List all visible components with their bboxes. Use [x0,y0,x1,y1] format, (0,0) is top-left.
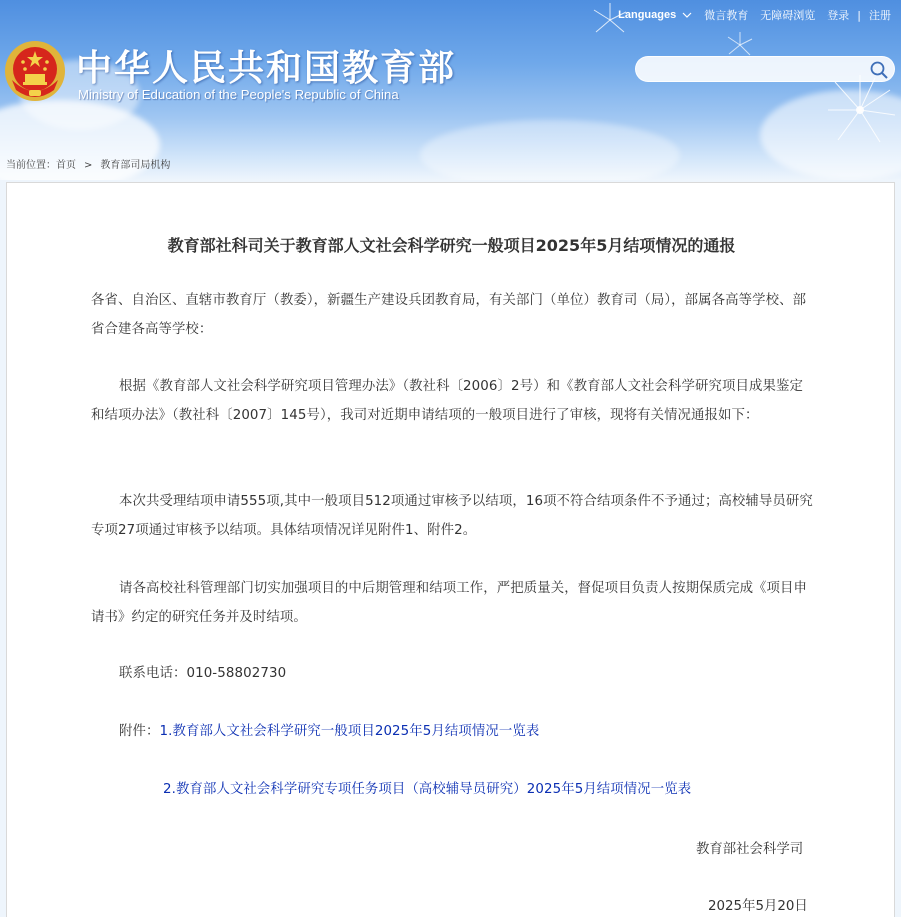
article-title: 教育部社科司关于教育部人文社会科学研究一般项目2025年5月结项情况的通报 [167,236,736,255]
breadcrumb-label: 当前位置： [6,160,56,171]
article-paragraph-3: 请各高校社科管理部门切实加强项目的中后期管理和结项工作，严把质量关，督促项目负责人按期保质完成《项目申请书》约定的研究任务并及时结项。 [91,581,808,625]
nav-separator: | [857,8,861,22]
article-panel [6,182,895,917]
site-title[interactable]: 中华人民共和国教育部 [76,48,457,89]
login-link[interactable]: 登录 [827,9,850,22]
dandelion-decoration [820,70,900,150]
cloud-decoration [420,120,680,180]
register-link[interactable]: 注册 [869,9,891,22]
site-subtitle: Ministry of Education of the People's Republic of China [78,87,399,102]
issuer: 教育部社会科学司 [696,842,804,857]
national-emblem-icon[interactable] [4,40,66,102]
breadcrumb-separator: > [84,160,93,171]
accessible-browsing-link[interactable]: 无障碍浏览 [760,9,816,22]
attachment-link-1[interactable]: 1.教育部人文社会科学研究一般项目2025年5月结项情况一览表 [159,724,540,739]
article-paragraph-1: 根据《教育部人文社会科学研究项目管理办法》（教社科〔2006〕2号）和《教育部人文社会科学研究项目成果鉴定和结项办法》（教社科〔2007〕145号），我司对近期申请结项的一般项目进行了审核，现将有关情况通报如下： [91,379,803,423]
search-icon[interactable] [869,60,889,80]
article-paragraph-2: 本次共受理结项申请555项,其中一般项目512项通过审核予以结项，16项不符合结项条件不予通过；高校辅导员研究专项27项通过审核予以结项。具体结项情况详见附件1、附件2。 [91,494,813,538]
attachments [119,717,819,746]
attachment-link-2[interactable]: 2.教育部人文社会科学研究专项任务项目（高校辅导员研究）2025年5月结项情况一览表 [163,782,692,797]
weibo-link[interactable]: 微言教育 [704,9,749,22]
issue-date: 2025年5月20日 [708,899,808,914]
search-input[interactable] [648,60,868,78]
article-salutation: 各省、自治区、直辖市教育厅（教委），新疆生产建设兵团教育局，有关部门（单位）教育司（局），部属各高等学校、部省合建各高等学校： [91,293,807,337]
languages-menu[interactable] [618,9,692,21]
top-navigation [612,7,897,23]
search-box[interactable] [635,56,895,82]
attachment-2-row [163,775,863,804]
languages-label: Languages [618,9,677,21]
breadcrumb [6,156,170,171]
chevron-down-icon [682,11,692,19]
breadcrumb-home[interactable]: 首页 [56,160,76,171]
attachments-label: 附件： [119,724,160,739]
breadcrumb-section[interactable]: 教育部司局机构 [100,160,171,171]
site-header [0,0,901,180]
contact-phone: 联系电话：010-58802730 [119,666,287,681]
